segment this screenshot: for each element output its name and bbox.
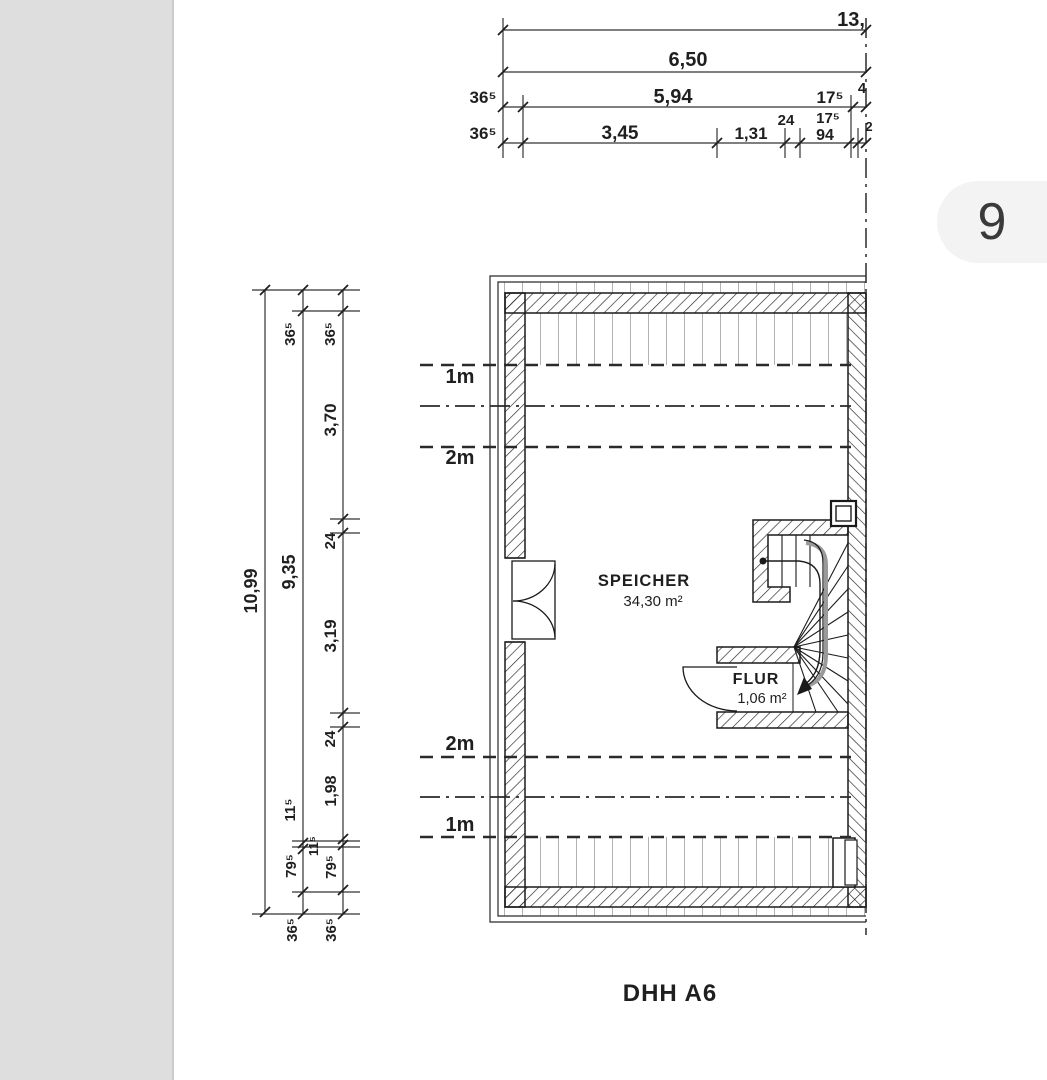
dim-total-1099: 10,99 (241, 568, 261, 614)
dim-c-795: 79⁵ (323, 855, 340, 879)
dimensions-left (241, 285, 360, 942)
dim-94: 94 (816, 127, 834, 144)
flur-wall-bottom (717, 712, 848, 728)
dimensions-top (470, 9, 873, 158)
dim-c-370: 3,70 (321, 403, 340, 437)
label-2m-bottom: 2m (445, 733, 475, 755)
dim-b-365-top: 36⁵ (282, 322, 299, 346)
eaves-niche (833, 838, 857, 887)
dim-b-115: 11⁵ (282, 798, 299, 822)
label-1m-top: 1m (445, 366, 475, 388)
dim-c-198: 1,98 (323, 775, 340, 807)
dim-131: 1,31 (734, 124, 768, 143)
walls (505, 293, 866, 907)
dim-4: 4 (857, 80, 867, 97)
dim-b-935: 9,35 (279, 554, 299, 590)
dim-c-24b: 24 (322, 730, 339, 748)
room-name-speicher: SPEICHER (597, 572, 691, 590)
label-1m-bottom: 1m (445, 814, 475, 836)
flur-door (683, 667, 737, 711)
wall-bottom (505, 887, 866, 907)
dim-175-r4: 17⁵ (816, 110, 840, 127)
dim-2: 2 (865, 119, 873, 134)
dim-650: 6,50 (668, 49, 708, 71)
dim-594: 5,94 (653, 86, 693, 108)
dim-24-top: 24 (777, 112, 795, 129)
plan-title: DHH A6 (622, 980, 718, 1007)
room-name-flur: FLUR (732, 671, 780, 688)
wall-left-lower (505, 642, 525, 907)
dim-365-r3: 36⁵ (469, 88, 497, 107)
height-labels (446, 366, 475, 836)
room-area-flur: 1,06 m² (737, 691, 787, 707)
flur-wall-top (717, 647, 800, 663)
dim-c-24a: 24 (322, 532, 339, 550)
dim-175-r3: 17⁵ (816, 88, 844, 107)
wall-left-upper (505, 293, 525, 558)
dim-b-365-bottom: 36⁵ (284, 918, 301, 942)
dim-c-365-top: 36⁵ (322, 322, 339, 346)
speicher-window (505, 558, 555, 642)
wall-right (848, 293, 866, 907)
dim-c-319: 3,19 (321, 619, 340, 653)
dim-total-13: 13, (837, 9, 865, 31)
page-number: 9 (977, 193, 1007, 251)
dim-b-795: 79⁵ (283, 854, 300, 878)
dim-345: 3,45 (601, 123, 639, 144)
room-area-speicher: 34,30 m² (623, 593, 683, 610)
ticks-left (260, 285, 348, 919)
label-2m-top: 2m (445, 447, 475, 469)
chimney (831, 501, 856, 526)
dim-c-115: 11⁵ (306, 836, 321, 856)
wall-top (505, 293, 866, 313)
dim-c-365-bottom: 36⁵ (323, 918, 340, 942)
dim-365-r4: 36⁵ (469, 124, 497, 143)
